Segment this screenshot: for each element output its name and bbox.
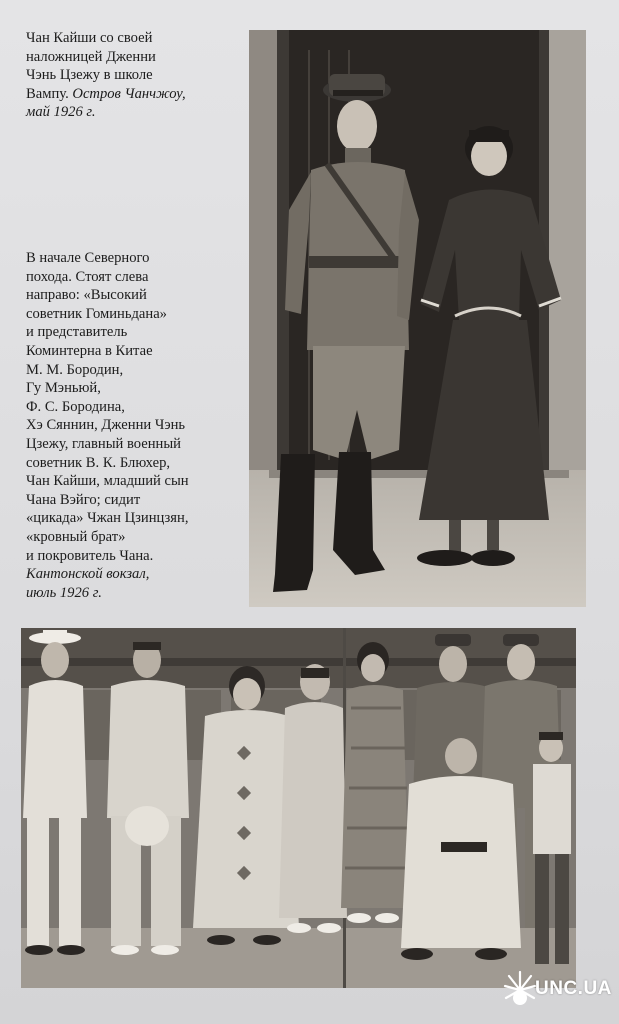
caption-top-line-1: Чан Кайши со своей <box>26 30 153 46</box>
caption-bottom-line-10: Хэ Сяннин, Дженни Чэнь <box>26 417 186 434</box>
caption-top-place: Остров Чанчжоу, <box>72 85 186 102</box>
caption-bottom-line-7: М. М. Бородин, <box>26 361 124 378</box>
watermark-text: UNC.UA <box>535 978 612 999</box>
caption-bottom-date: июль 1926 г. <box>26 584 102 601</box>
photo-couple-illustration <box>249 30 586 607</box>
caption-top <box>26 29 236 122</box>
caption-bottom <box>26 249 248 602</box>
caption-bottom-line-8: Гу Мэньюй, <box>26 380 101 397</box>
caption-bottom-line-16: «кровный брат» <box>26 528 126 545</box>
caption-bottom-line-1: В начале Северного <box>26 250 150 266</box>
caption-bottom-line-12: советник В. К. Блюхер, <box>26 454 171 471</box>
photo-couple <box>249 30 586 607</box>
caption-bottom-line-14: Чана Вэйго; сидит <box>26 491 141 508</box>
photo-group <box>21 628 576 988</box>
caption-top-line-3: Чэнь Цзежу в школе <box>26 67 153 84</box>
caption-bottom-line-6: Коминтерна в Китае <box>26 342 153 359</box>
caption-bottom-line-17: и покровитель Чана. <box>26 547 154 564</box>
caption-top-line-4-text: Вампу. <box>26 85 69 102</box>
sunburst-icon <box>503 968 537 1012</box>
caption-bottom-place: Кантонской вокзал, <box>26 566 150 583</box>
photo-group-illustration <box>21 628 576 988</box>
caption-bottom-line-9: Ф. С. Бородина, <box>26 398 125 415</box>
caption-bottom-line-11: Цзежу, главный военный <box>26 435 181 452</box>
caption-top-line-2: наложницей Дженни <box>26 48 156 65</box>
caption-bottom-line-4: советник Гоминьдана» <box>26 305 167 322</box>
caption-bottom-line-2: похода. Стоят слева <box>26 268 149 285</box>
caption-bottom-line-15: «цикада» Чжан Цзинцзян, <box>26 510 189 527</box>
caption-bottom-line-13: Чан Кайши, младший сын <box>26 473 189 490</box>
caption-top-date: май 1926 г. <box>26 104 96 121</box>
watermark <box>503 966 615 1014</box>
caption-bottom-line-5: и представитель <box>26 324 128 341</box>
caption-top-line-4 <box>26 85 236 104</box>
caption-bottom-line-3: направо: «Высокий <box>26 287 147 304</box>
